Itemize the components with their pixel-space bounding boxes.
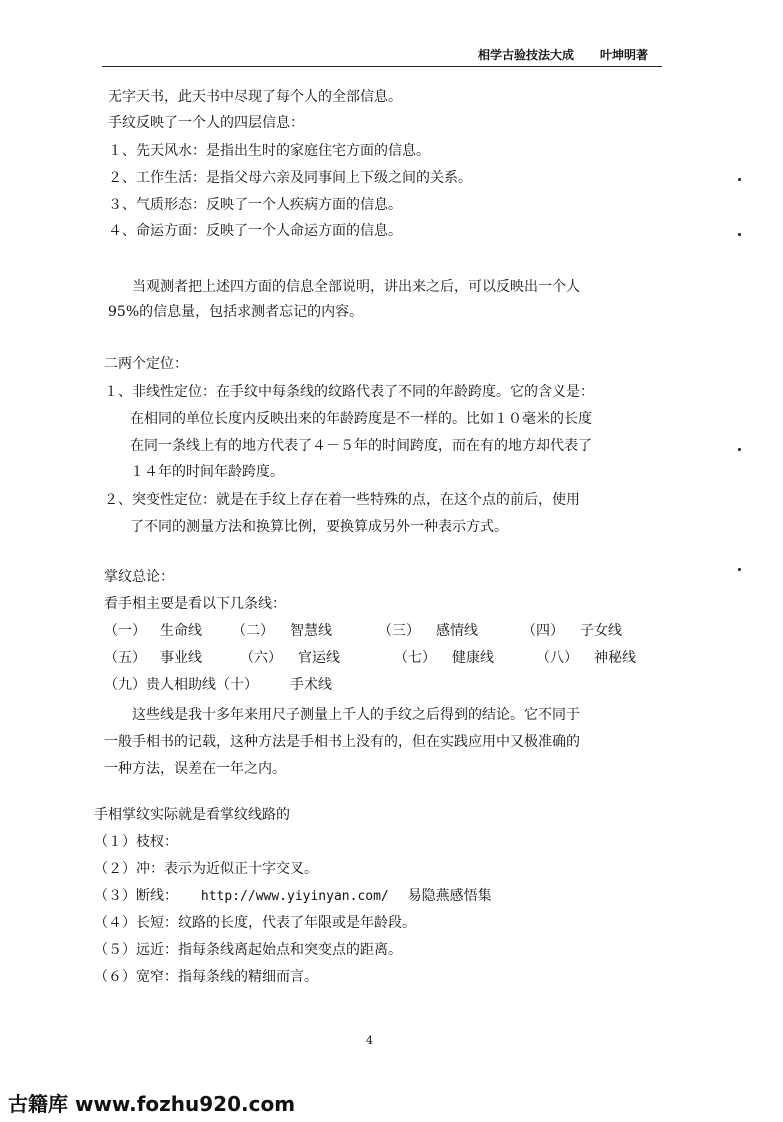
line-name: 事业线 (160, 650, 202, 666)
palm-overview-intro: 看手相主要是看以下几条线： (104, 596, 286, 612)
scan-speck (738, 178, 741, 181)
website-link[interactable]: http://www.yiyinyan.com/ (200, 889, 389, 904)
line-number: （八） (536, 650, 578, 666)
info-item-text: 反映了一个人命运方面的信息。 (206, 223, 402, 239)
scan-speck (738, 448, 741, 451)
info-item-text: 反映了一个人疾病方面的信息。 (206, 197, 402, 213)
palm-lines-item-3 (94, 887, 492, 906)
page-number: 4 (366, 1034, 373, 1047)
line-name: 手术线 (290, 677, 332, 693)
palm-lines-item-6: （６）宽窄：指每条线的精细而言。 (94, 969, 318, 985)
palm-lines-item-3-label: （３）断线： (94, 888, 178, 904)
palm-overview-paragraph-line-1: 这些线是我十多年来用尺子测量上千人的手纹之后得到的结论。它不同于 (132, 707, 580, 723)
palm-lines-heading: 手相掌纹实际就是看掌纹线路的 (94, 807, 290, 823)
palm-overview-heading: 掌纹总论： (104, 569, 174, 585)
intro-line-2: 手纹反映了一个人的四层信息： (108, 115, 304, 131)
info-item-1 (108, 142, 430, 160)
scan-speck (738, 233, 741, 236)
intro-line-1: 无字天书，此天书中尽现了每个人的全部信息。 (108, 89, 402, 105)
palm-lines-item-1: （１）枝杈： (94, 834, 178, 850)
positioning-item-2-line-1: ２、突变性定位：就是在手纹上存在着一些特殊的点，在这个点的前后，使用 (104, 492, 580, 508)
line-name: 官运线 (298, 650, 340, 666)
positioning-item-2-line-2: 了不同的测量方法和换算比例，要换算成另外一种表示方式。 (130, 519, 508, 535)
line-number: （五） (104, 650, 146, 666)
info-item-label: ３、气质形态： (108, 197, 206, 213)
info-item-label: ４、命运方面： (108, 223, 206, 239)
author: 叶坤明著 (600, 48, 649, 62)
info-item-3 (108, 196, 402, 214)
footer-watermark: 古籍库 www.fozhu920.com (8, 1092, 296, 1116)
line-number: （九）贵人相助线（十） (104, 677, 258, 693)
line-number: （三） (378, 623, 420, 639)
intro-paragraph-line-2: 95%的信息量，包括求测者忘记的内容。 (108, 304, 364, 320)
positioning-item-1-line-1: １、非线性定位：在手纹中每条线的纹路代表了不同的年龄跨度。它的含义是： (104, 384, 594, 400)
info-item-2 (108, 169, 472, 187)
positioning-item-1-line-3: 在同一条线上有的地方代表了４－５年的时间跨度，而在有的地方却代表了 (130, 438, 592, 454)
info-item-text: 是指出生时的家庭住宅方面的信息。 (206, 143, 430, 159)
info-item-4 (108, 222, 402, 240)
scan-speck (738, 568, 741, 571)
line-number: （二） (232, 623, 274, 639)
intro-paragraph-line-1: 当观测者把上述四方面的信息全部说明，讲出来之后，可以反映出一个人 (132, 279, 580, 295)
palm-lines-item-2: （２）冲：表示为近似正十字交叉。 (94, 861, 318, 877)
positioning-heading: 二两个定位： (104, 356, 188, 372)
info-item-text: 是指父母六亲及同事间上下级之间的关系。 (206, 170, 472, 186)
header-rule (102, 66, 662, 67)
line-name: 子女线 (580, 623, 622, 639)
positioning-item-1-line-2: 在相同的单位长度内反映出来的年龄跨度是不一样的。比如１０毫米的长度 (130, 411, 592, 427)
palm-overview-paragraph-line-2: 一般手相书的记载，这种方法是手相书上没有的，但在实践应用中又极准确的 (104, 734, 580, 750)
positioning-item-1-line-4: １４年的时间年龄跨度。 (130, 464, 284, 480)
website-name: 易隐燕感悟集 (407, 888, 492, 904)
line-number: （六） (240, 650, 282, 666)
info-item-label: ２、工作生活： (108, 170, 206, 186)
line-number: （七） (394, 650, 436, 666)
line-name: 智慧线 (290, 623, 332, 639)
palm-lines-item-4: （４）长短：纹路的长度，代表了年限或是年龄段。 (94, 915, 416, 931)
palm-overview-paragraph-line-3: 一种方法，误差在一年之内。 (104, 761, 286, 777)
line-number: （四） (522, 623, 564, 639)
line-number: （一） (104, 623, 146, 639)
book-title: 相学古验技法大成 (478, 48, 575, 62)
line-name: 神秘线 (594, 650, 636, 666)
line-name: 感情线 (436, 623, 478, 639)
palm-lines-item-5: （５）远近：指每条线离起始点和突变点的距离。 (94, 942, 402, 958)
info-item-label: １、先天风水： (108, 143, 206, 159)
line-name: 健康线 (452, 650, 494, 666)
line-name: 生命线 (160, 623, 202, 639)
